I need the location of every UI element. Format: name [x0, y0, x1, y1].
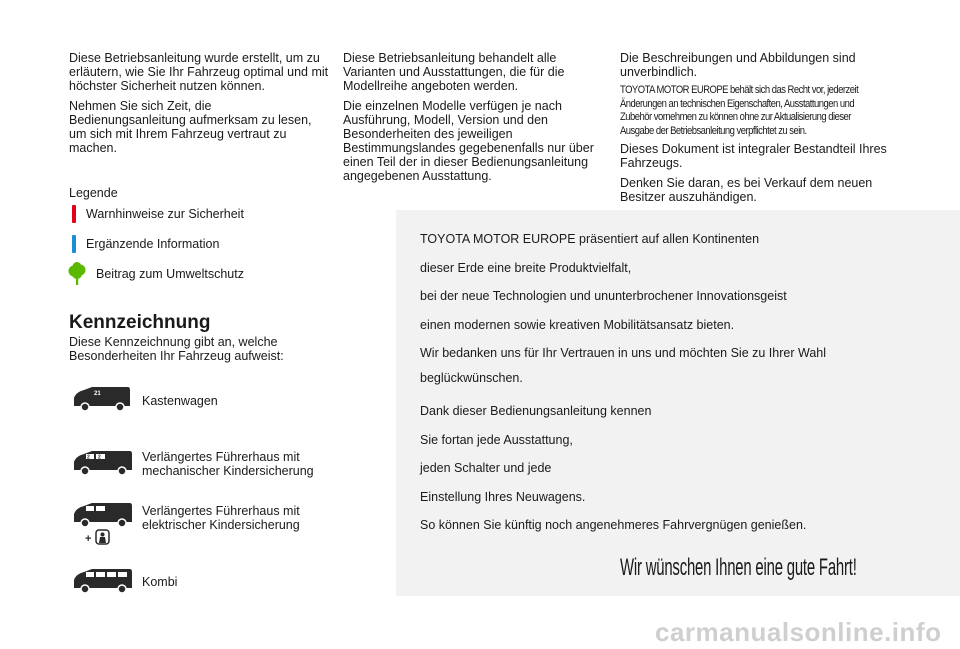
welcome-line: bei der neue Technologien und ununterbrochener Innovationsgeist [420, 289, 787, 303]
welcome-line: Wir bedanken uns für Ihr Vertrauen in uns und möchten Sie zu Ihrer Wahl [420, 346, 826, 360]
welcome-line: jeden Schalter und jede [420, 461, 552, 475]
welcome-line: Sie fortan jede Ausstattung, [420, 433, 573, 447]
welcome-panel [396, 210, 960, 596]
intro-paragraph: Dieses Dokument ist integraler Bestandteil Ihres Fahrzeugs. [620, 142, 887, 170]
red-warning-bar-icon [72, 205, 76, 223]
vehicle-type-crew-cab-electric [72, 500, 300, 546]
vehicle-type-label: Verlängertes Führerhaus mit elektrischer Kindersicherung [142, 504, 300, 532]
vehicle-type-crew-cab-mechanical [72, 448, 314, 478]
welcome-line: beglückwünschen. [420, 371, 523, 385]
svg-text:+: + [85, 533, 92, 545]
vehicle-type-combi [72, 566, 178, 596]
welcome-line: TOYOTA MOTOR EUROPE präsentiert auf allen Kontinenten [420, 232, 760, 246]
intro-paragraph: Die einzelnen Modelle verfügen je nach Ausführung, Modell, Version und den Besonderheiten des jeweiligen Bestimmungslandes gegebenenfalls nur über einen Teil der in dieser Bedienungsanleitung angegebenen Ausstattung. [343, 99, 594, 183]
section-intro: Diese Kennzeichnung gibt an, welche Besonderheiten Ihr Fahrzeug aufweist: [69, 335, 284, 363]
legend-item-info [72, 232, 219, 256]
welcome-line: einen modernen sowie kreativen Mobilitätsansatz bieten. [420, 318, 735, 332]
welcome-line: So können Sie künftig noch angenehmeres Fahrvergnügen genießen. [420, 518, 807, 532]
watermark: carmanualsonline.info [655, 617, 942, 647]
legend-item-environment [68, 262, 244, 286]
welcome-slogan: Wir wünschen Ihnen eine gute Fahrt! [620, 554, 857, 581]
panel-van-icon [72, 384, 132, 414]
vehicle-type-label: Kastenwagen [142, 394, 218, 408]
svg-text:21: 21 [94, 391, 101, 397]
intro-column-3 [620, 51, 890, 204]
intro-paragraph: Nehmen Sie sich Zeit, die Bedienungsanleitung aufmerksam zu lesen, um sich mit Ihrem Fahrzeug vertraut zu machen. [69, 99, 312, 155]
intro-paragraph: Denken Sie daran, es bei Verkauf dem neuen Besitzer auszuhändigen. [620, 176, 873, 204]
legend-item-label: Warnhinweise zur Sicherheit [86, 207, 244, 221]
crew-cab-electric-child-lock-icon [72, 500, 134, 546]
vehicle-type-label: Verlängertes Führerhaus mit mechanischer Kindersicherung [142, 450, 314, 478]
intro-paragraph: Diese Betriebsanleitung wurde erstellt, um zu erläutern, wie Sie Ihr Fahrzeug optimal und mit höchster Sicherheit nutzen können. [69, 51, 329, 93]
disclaimer-paragraph: TOYOTA MOTOR EUROPE behält sich das Recht vor, jederzeit Änderungen an technischen Eigenschaften, Ausstattungen und Zubehör vornehmen zu können ohne zur Aktualisierung dieser Ausgabe der Betriebsanleitung verpflichtet zu sein. [620, 84, 859, 137]
welcome-line: dieser Erde eine breite Produktvielfalt, [420, 261, 632, 275]
intro-column-1 [69, 51, 331, 155]
svg-text:2: 2 [98, 454, 101, 461]
legend-title: Legende [69, 186, 118, 200]
combi-van-icon [72, 566, 134, 596]
legend-item-label: Ergänzende Information [86, 237, 220, 251]
intro-paragraph: Die Beschreibungen und Abbildungen sind unverbindlich. [620, 51, 856, 79]
svg-text:2: 2 [87, 454, 90, 461]
legend-item-warning [72, 202, 244, 226]
vehicle-type-label: Kombi [142, 575, 178, 589]
section-heading: Kennzeichnung [69, 312, 211, 333]
intro-paragraph: Diese Betriebsanleitung behandelt alle Varianten und Ausstattungen, die für die Modellreihe angeboten werden. [343, 51, 565, 93]
welcome-line: Einstellung Ihres Neuwagens. [420, 490, 586, 504]
blue-info-bar-icon [72, 235, 76, 253]
crew-cab-van-icon [72, 448, 134, 478]
vehicle-type-panel-van [72, 384, 218, 414]
intro-column-2 [343, 51, 608, 183]
legend-item-label: Beitrag zum Umweltschutz [96, 267, 244, 281]
green-tree-icon [68, 262, 86, 286]
welcome-line: Dank dieser Bedienungsanleitung kennen [420, 404, 652, 418]
